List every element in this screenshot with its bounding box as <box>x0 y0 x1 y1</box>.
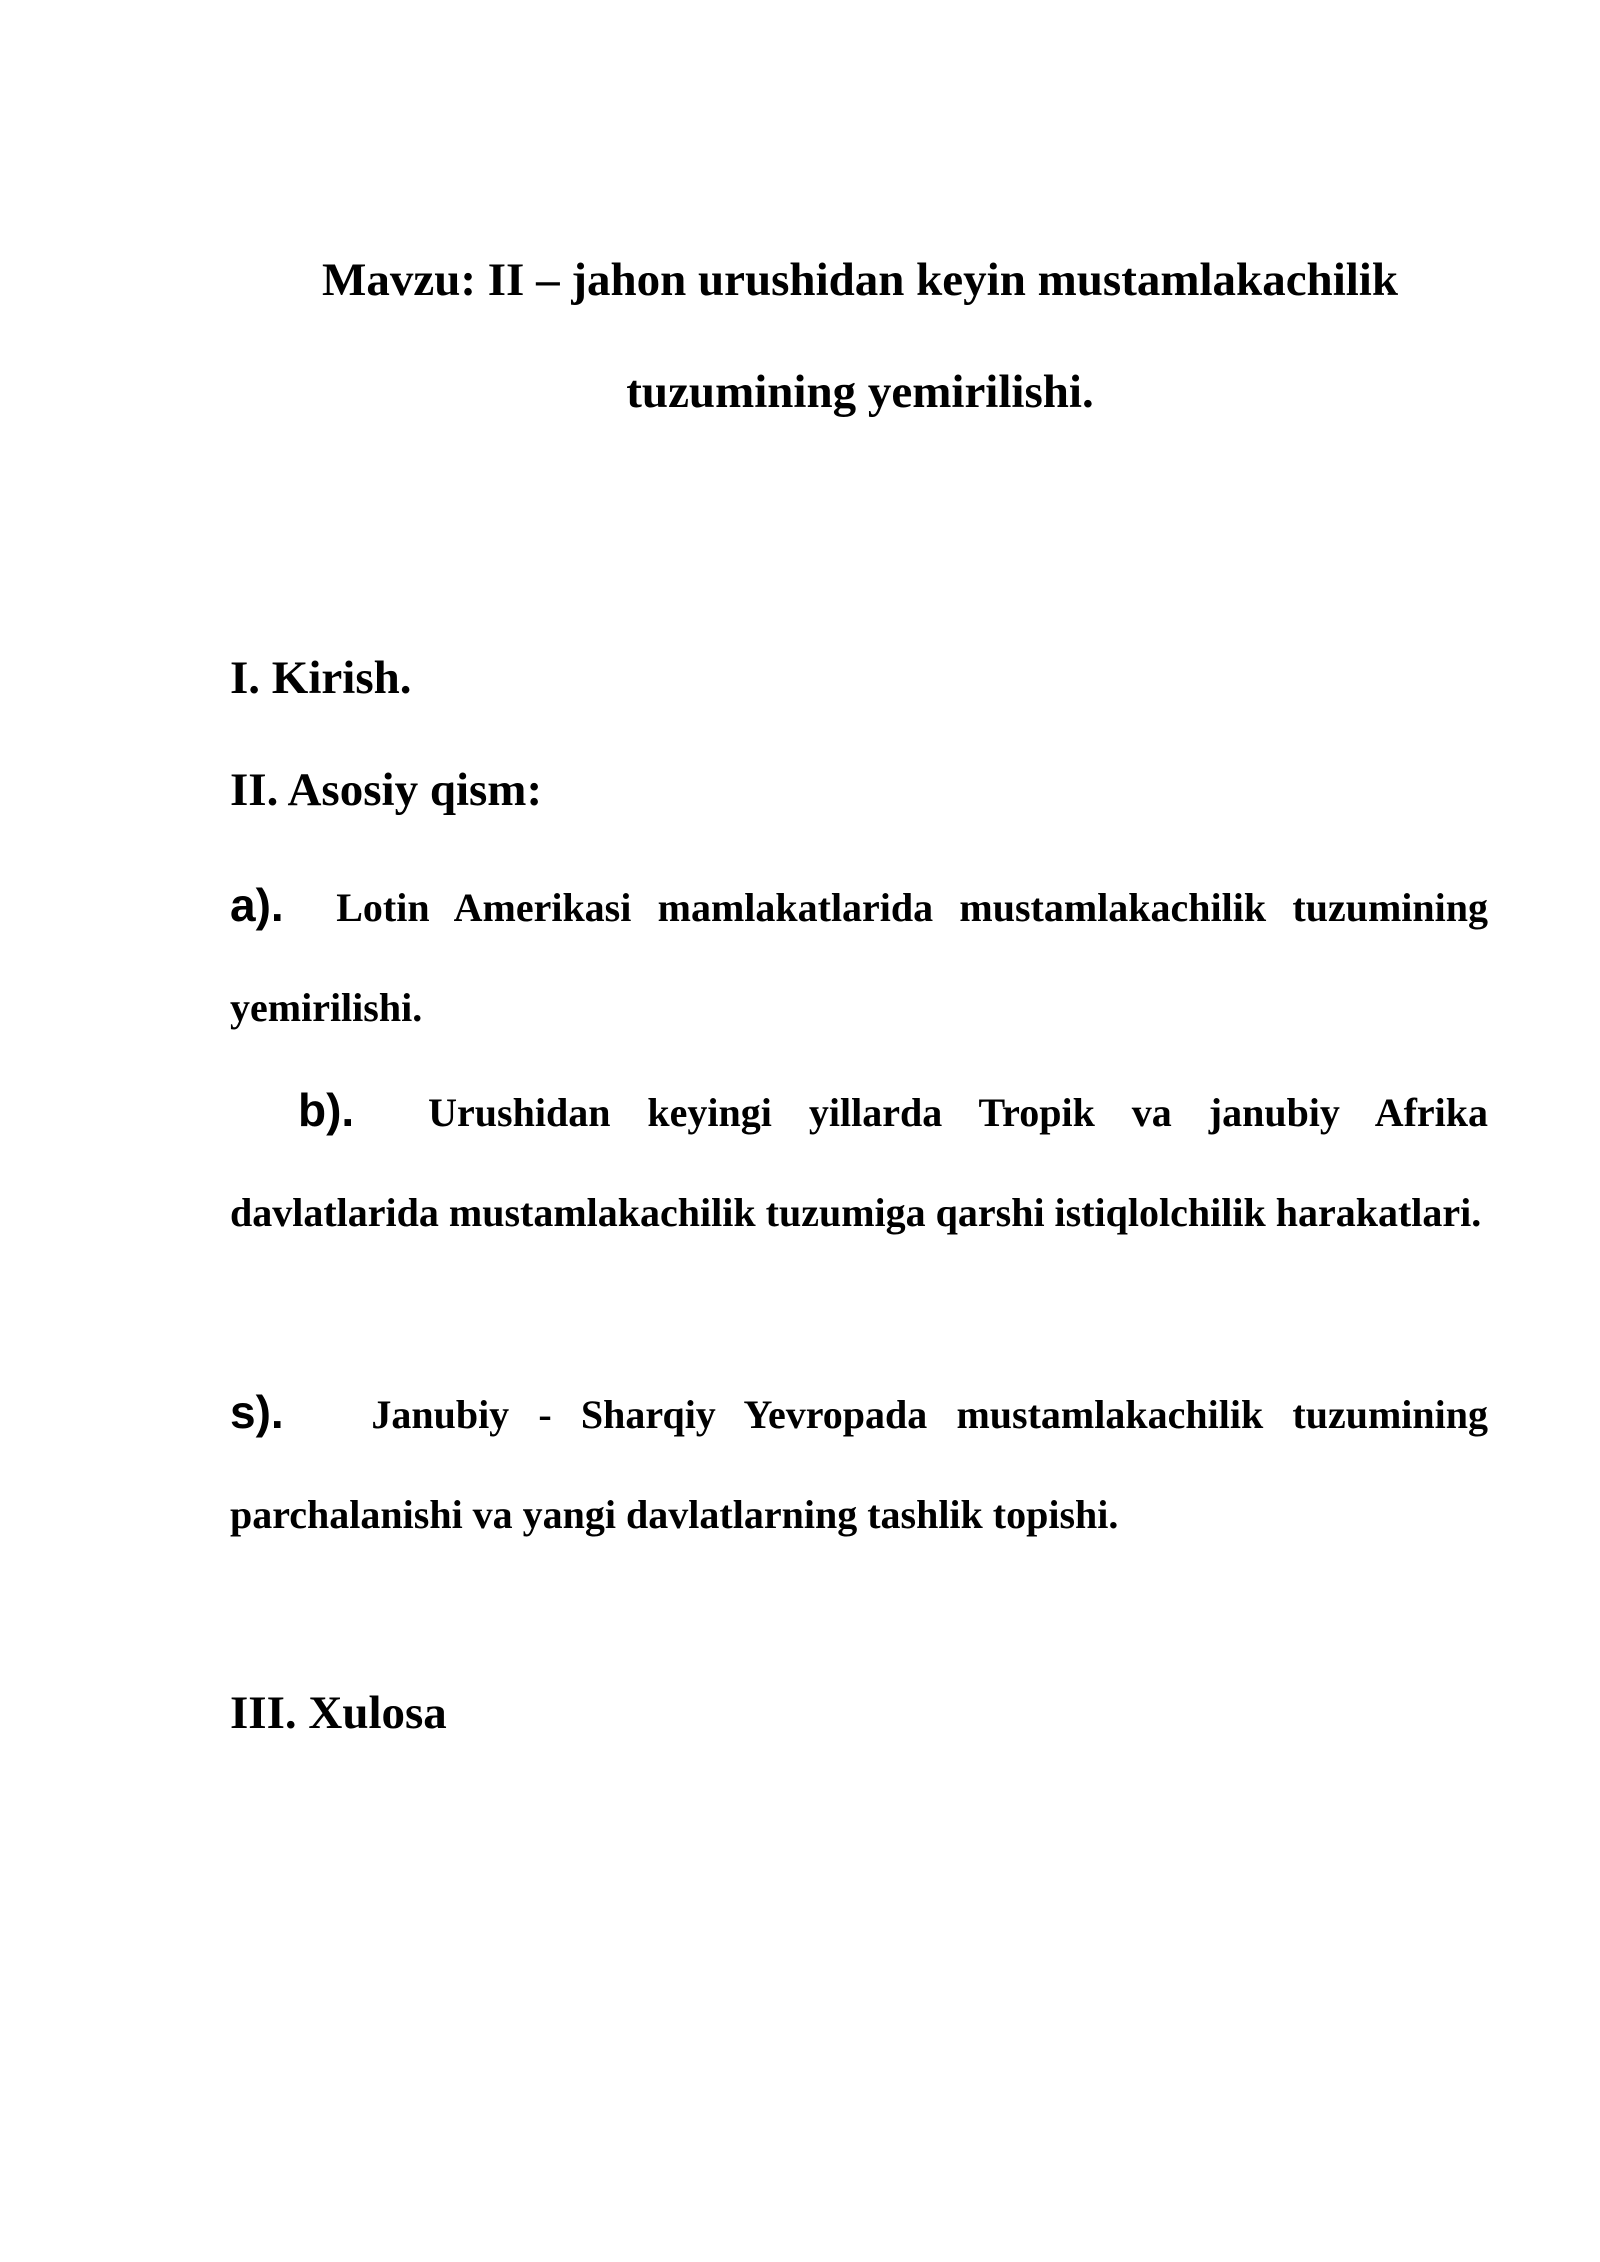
item-text-b: Urushidan keyingi yillarda Tropik va janubiy Afrika davlatlarida mustamlakachilik tuzumiga qarshi istiqlolchilik harakatlari. <box>230 1090 1489 1235</box>
item-marker-b: b). <box>298 1084 355 1136</box>
item-text-a: Lotin Amerikasi mamlakatlarida mustamlakachilik tuzumining yemirilishi. <box>230 885 1489 1030</box>
section-intro-heading: I. Kirish. <box>230 652 412 704</box>
item-marker-s: s). <box>230 1386 284 1438</box>
outline-item-s <box>230 1362 1488 1565</box>
outline-item-b <box>230 1060 1488 1263</box>
title-line-2: tuzumining yemirilishi. <box>626 366 1094 418</box>
section-conclusion-heading: III. Xulosa <box>230 1687 447 1739</box>
outline-item-a <box>230 855 1488 1058</box>
item-text-s: Janubiy - Sharqiy Yevropada mustamlakachilik tuzumining parchalanishi va yangi davlatlarning tashlik topishi. <box>230 1392 1489 1537</box>
item-marker-a: a). <box>230 879 284 931</box>
title-line-1: Mavzu: II – jahon urushidan keyin mustamlakachilik <box>321 254 1399 306</box>
section-main-heading: II. Asosiy qism: <box>230 764 543 816</box>
